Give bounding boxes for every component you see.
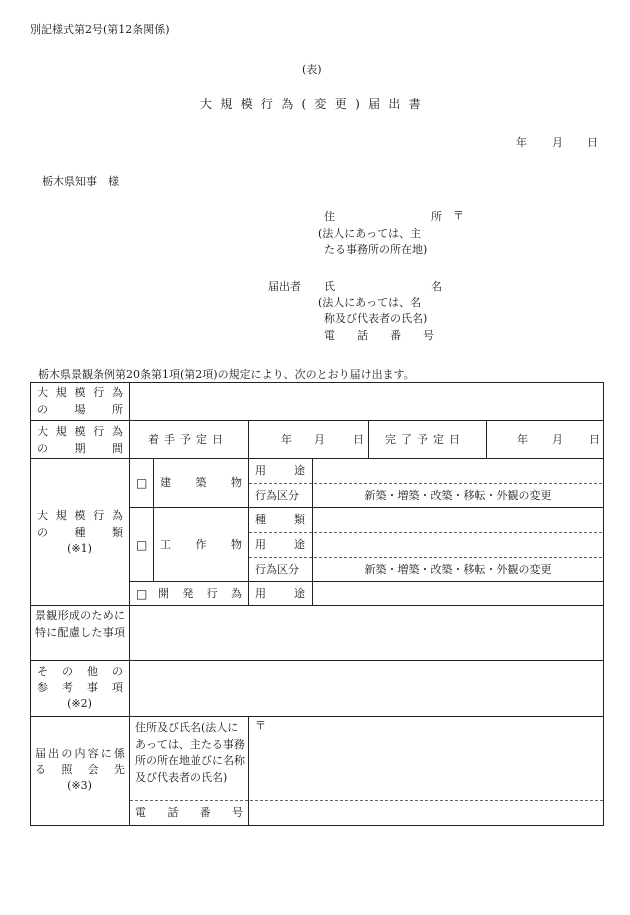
development-label bbox=[158, 586, 242, 602]
page-title: 大規模行為(変更)届出書 bbox=[200, 97, 429, 111]
structure-kind-label bbox=[255, 512, 305, 528]
end-date-label: 完了予定日 bbox=[385, 433, 465, 446]
form-number: 別記様式第2号(第12条関係) bbox=[30, 23, 170, 36]
other-label-char: の bbox=[112, 665, 123, 678]
structure-label-char: 物 bbox=[231, 538, 242, 551]
use-label-char: 用 bbox=[255, 538, 266, 551]
other-label-char: の bbox=[62, 665, 73, 678]
contact-label-char: 内 bbox=[74, 747, 86, 760]
development-checkbox[interactable]: □ bbox=[136, 587, 148, 601]
structure-use-label bbox=[255, 537, 305, 553]
name-label-first: 氏 bbox=[324, 280, 335, 293]
form-side-label: (表) bbox=[302, 63, 322, 76]
period-label-char: 大 bbox=[37, 425, 48, 438]
development-label-char: 行 bbox=[206, 587, 218, 600]
postal-mark: 〒 bbox=[453, 209, 464, 222]
other-label-line2 bbox=[37, 680, 123, 696]
place-label-char: 所 bbox=[112, 403, 123, 416]
place-label-char: 場 bbox=[74, 403, 86, 416]
start-year: 年 bbox=[281, 433, 292, 446]
contact-phone-char: 電 bbox=[135, 806, 146, 819]
name-note-line2: 称及び代表者の氏名) bbox=[324, 312, 428, 325]
date-year-label: 年 bbox=[516, 136, 527, 149]
place-label-char: の bbox=[37, 403, 48, 416]
place-label-char: 規 bbox=[55, 386, 67, 399]
end-month: 月 bbox=[552, 433, 563, 446]
building-label bbox=[160, 475, 242, 491]
type-label-note: (※1) bbox=[67, 542, 92, 555]
other-label-char: 他 bbox=[87, 665, 98, 678]
contact-label-char: 係 bbox=[113, 747, 125, 760]
type-label-char: の bbox=[37, 526, 48, 539]
other-label-char: そ bbox=[37, 665, 48, 678]
building-label-char: 物 bbox=[231, 476, 242, 489]
start-month: 月 bbox=[314, 433, 325, 446]
contact-name-label: 住所及び氏名(法人にあっては、主たる事務所の所在地並びに名称及び代表者の氏名) bbox=[135, 721, 245, 784]
development-label-char: 為 bbox=[230, 587, 242, 600]
structure-checkbox[interactable]: □ bbox=[136, 538, 148, 552]
type-label-char: 大 bbox=[37, 509, 48, 522]
type-label-char: 規 bbox=[55, 509, 67, 522]
building-label-char: 建 bbox=[160, 476, 171, 489]
contact-phone-char: 番 bbox=[199, 806, 211, 819]
contact-label-line2 bbox=[35, 762, 125, 778]
contact-label-char: に bbox=[100, 747, 112, 760]
period-label-char: 為 bbox=[112, 425, 123, 438]
kind-label-char: 類 bbox=[294, 513, 305, 526]
structure-action-type-label: 行為区分 bbox=[255, 563, 299, 576]
address-note-line2: たる事務所の所在地) bbox=[324, 243, 428, 256]
contact-phone-label bbox=[135, 805, 243, 821]
place-label-line2 bbox=[37, 402, 123, 418]
contact-label-char: る bbox=[35, 763, 46, 776]
period-label-line2 bbox=[37, 441, 123, 457]
contact-label-char: 先 bbox=[113, 763, 125, 776]
type-label-char: 行 bbox=[93, 509, 105, 522]
other-label-char: 項 bbox=[112, 681, 123, 694]
contact-postal-mark: 〒 bbox=[255, 719, 266, 732]
building-action-type-label: 行為区分 bbox=[255, 489, 299, 502]
type-label-char: 種 bbox=[74, 526, 86, 539]
type-label-char: 為 bbox=[112, 509, 123, 522]
other-label-note: (※2) bbox=[67, 697, 92, 710]
type-label-char: 類 bbox=[112, 526, 123, 539]
use-label-char: 途 bbox=[294, 587, 305, 600]
address-label-last: 所 bbox=[431, 210, 442, 223]
building-use-label bbox=[255, 463, 305, 479]
contact-label-char: 会 bbox=[87, 763, 99, 776]
contact-phone-char: 話 bbox=[167, 806, 179, 819]
development-label-char: 開 bbox=[158, 587, 169, 600]
date-month-label: 月 bbox=[552, 136, 563, 149]
building-label-char: 築 bbox=[195, 476, 207, 489]
contact-label-char: 出 bbox=[48, 747, 60, 760]
contact-label-line1 bbox=[35, 746, 125, 762]
other-label-char: 考 bbox=[62, 681, 73, 694]
phone-label: 電話番号 bbox=[324, 329, 456, 342]
contact-phone-char: 号 bbox=[231, 806, 243, 819]
start-day: 日 bbox=[353, 433, 364, 446]
contact-label-char: 届 bbox=[35, 747, 46, 760]
type-label-char: 模 bbox=[74, 509, 86, 522]
period-label-char: 行 bbox=[93, 425, 105, 438]
address-label-first: 住 bbox=[324, 210, 335, 223]
development-use-label bbox=[255, 586, 305, 602]
place-label-line1 bbox=[37, 385, 123, 401]
use-label-char: 用 bbox=[255, 464, 266, 477]
structure-label-char: 作 bbox=[195, 538, 207, 551]
type-label-line2 bbox=[37, 525, 123, 541]
consideration-label: 景観形成のために特に配慮した事項 bbox=[35, 609, 125, 639]
place-label-char: 大 bbox=[37, 386, 48, 399]
contact-label-char: の bbox=[61, 747, 73, 760]
structure-label-char: 工 bbox=[160, 538, 171, 551]
structure-action-options: 新築・増築・改築・移転・外観の変更 bbox=[364, 563, 552, 576]
period-label-char: 規 bbox=[55, 425, 67, 438]
period-label-char: 模 bbox=[74, 425, 86, 438]
statement-text: 栃木県景観条例第20条第1項(第2項)の規定により、次のとおり届け出ます。 bbox=[38, 368, 415, 381]
contact-label-char: 照 bbox=[61, 763, 73, 776]
use-label-char: 途 bbox=[294, 464, 305, 477]
addressee: 栃木県知事 様 bbox=[42, 175, 119, 188]
end-day: 日 bbox=[589, 433, 600, 446]
date-day-label: 日 bbox=[587, 136, 598, 149]
other-label-char: 参 bbox=[37, 681, 48, 694]
address-note-line1: (法人にあっては、主 bbox=[318, 227, 422, 240]
period-label-line1 bbox=[37, 424, 123, 440]
end-year: 年 bbox=[517, 433, 528, 446]
use-label-char: 用 bbox=[255, 587, 266, 600]
kind-label-char: 種 bbox=[255, 513, 266, 526]
use-label-char: 途 bbox=[294, 538, 305, 551]
other-label-line1 bbox=[37, 664, 123, 680]
contact-label-char: 容 bbox=[87, 747, 99, 760]
applicant-label: 届出者 bbox=[268, 280, 301, 293]
period-label-char: 間 bbox=[112, 442, 123, 455]
place-label-char: 模 bbox=[74, 386, 86, 399]
development-label-char: 発 bbox=[182, 587, 194, 600]
building-checkbox[interactable]: □ bbox=[136, 476, 148, 490]
period-label-char: の bbox=[37, 442, 48, 455]
contact-label-note: (※3) bbox=[67, 779, 92, 792]
name-note-line1: (法人にあっては、名 bbox=[318, 296, 422, 309]
place-label-char: 行 bbox=[93, 386, 105, 399]
type-label-line1 bbox=[37, 508, 123, 524]
place-label-char: 為 bbox=[112, 386, 123, 399]
name-label-last: 名 bbox=[431, 280, 442, 293]
start-date-label: 着手予定日 bbox=[148, 433, 228, 446]
building-action-options: 新築・増築・改築・移転・外観の変更 bbox=[364, 489, 552, 502]
other-label-char: 事 bbox=[87, 681, 98, 694]
structure-label bbox=[160, 537, 242, 553]
period-label-char: 期 bbox=[74, 442, 86, 455]
